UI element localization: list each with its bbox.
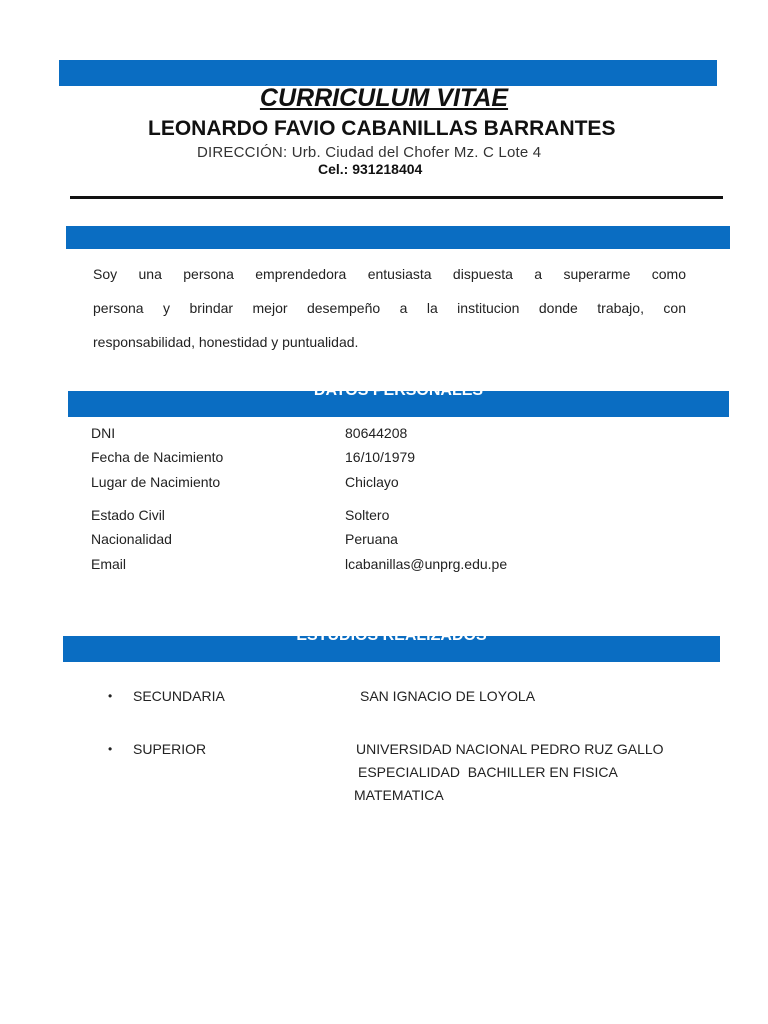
row-label: Fecha de Nacimiento: [91, 449, 224, 465]
study-detail: UNIVERSIDAD NACIONAL PEDRO RUZ GALLO: [356, 741, 664, 757]
email-value: lcabanillas@unprg.edu.pe: [345, 556, 508, 572]
document-title: CURRICULUM VITAE: [259, 84, 509, 112]
row-value: 16/10/1979: [345, 449, 416, 465]
divider: [70, 196, 723, 199]
profile-line: responsabilidad, honestidad y puntualidad.: [93, 334, 359, 350]
header-bar: [59, 60, 717, 86]
address: DIRECCIÓN: Urb. Ciudad del Chofer Mz. C Lote 4: [197, 144, 542, 161]
study-detail: SAN IGNACIO DE LOYOLA: [360, 688, 536, 704]
row-label: Estado Civil: [91, 507, 165, 523]
row-value: Soltero: [345, 507, 390, 523]
row-label: Email: [91, 556, 127, 572]
studies-list: [108, 688, 728, 808]
studies-section-heading: ESTUDIOS REALIZADOS: [296, 627, 487, 644]
profile-bar: [66, 226, 730, 249]
profile-text: [93, 257, 686, 359]
row-label: Lugar de Nacimiento: [91, 474, 221, 490]
profile-line: persona y brindar mejor desempeño a la institucion donde trabajo, con: [93, 300, 686, 316]
row-label: DNI: [91, 425, 116, 441]
person-name: LEONARDO FAVIO CABANILLAS BARRANTES: [148, 117, 616, 140]
phone-number: Cel.: 931218404: [318, 161, 423, 177]
bullet: •: [108, 742, 113, 756]
personal-data-table: [91, 425, 651, 575]
personal-section-heading: DATOS PERSONALES: [313, 382, 484, 399]
row-label: Nacionalidad: [91, 531, 172, 547]
bullet: •: [108, 689, 113, 703]
row-value: Peruana: [345, 531, 398, 547]
profile-line: Soy una persona emprendedora entusiasta dispuesta a superarme como: [93, 266, 686, 282]
study-level: SECUNDARIA: [133, 688, 225, 704]
study-detail: ESPECIALIDAD BACHILLER EN FISICA: [358, 764, 618, 780]
personal-section-bar: [68, 382, 729, 417]
row-value: Chiclayo: [345, 474, 399, 490]
study-level: SUPERIOR: [133, 741, 207, 757]
row-value: 80644208: [345, 425, 408, 441]
studies-section-bar: [63, 627, 720, 662]
study-detail: MATEMATICA: [354, 787, 444, 803]
